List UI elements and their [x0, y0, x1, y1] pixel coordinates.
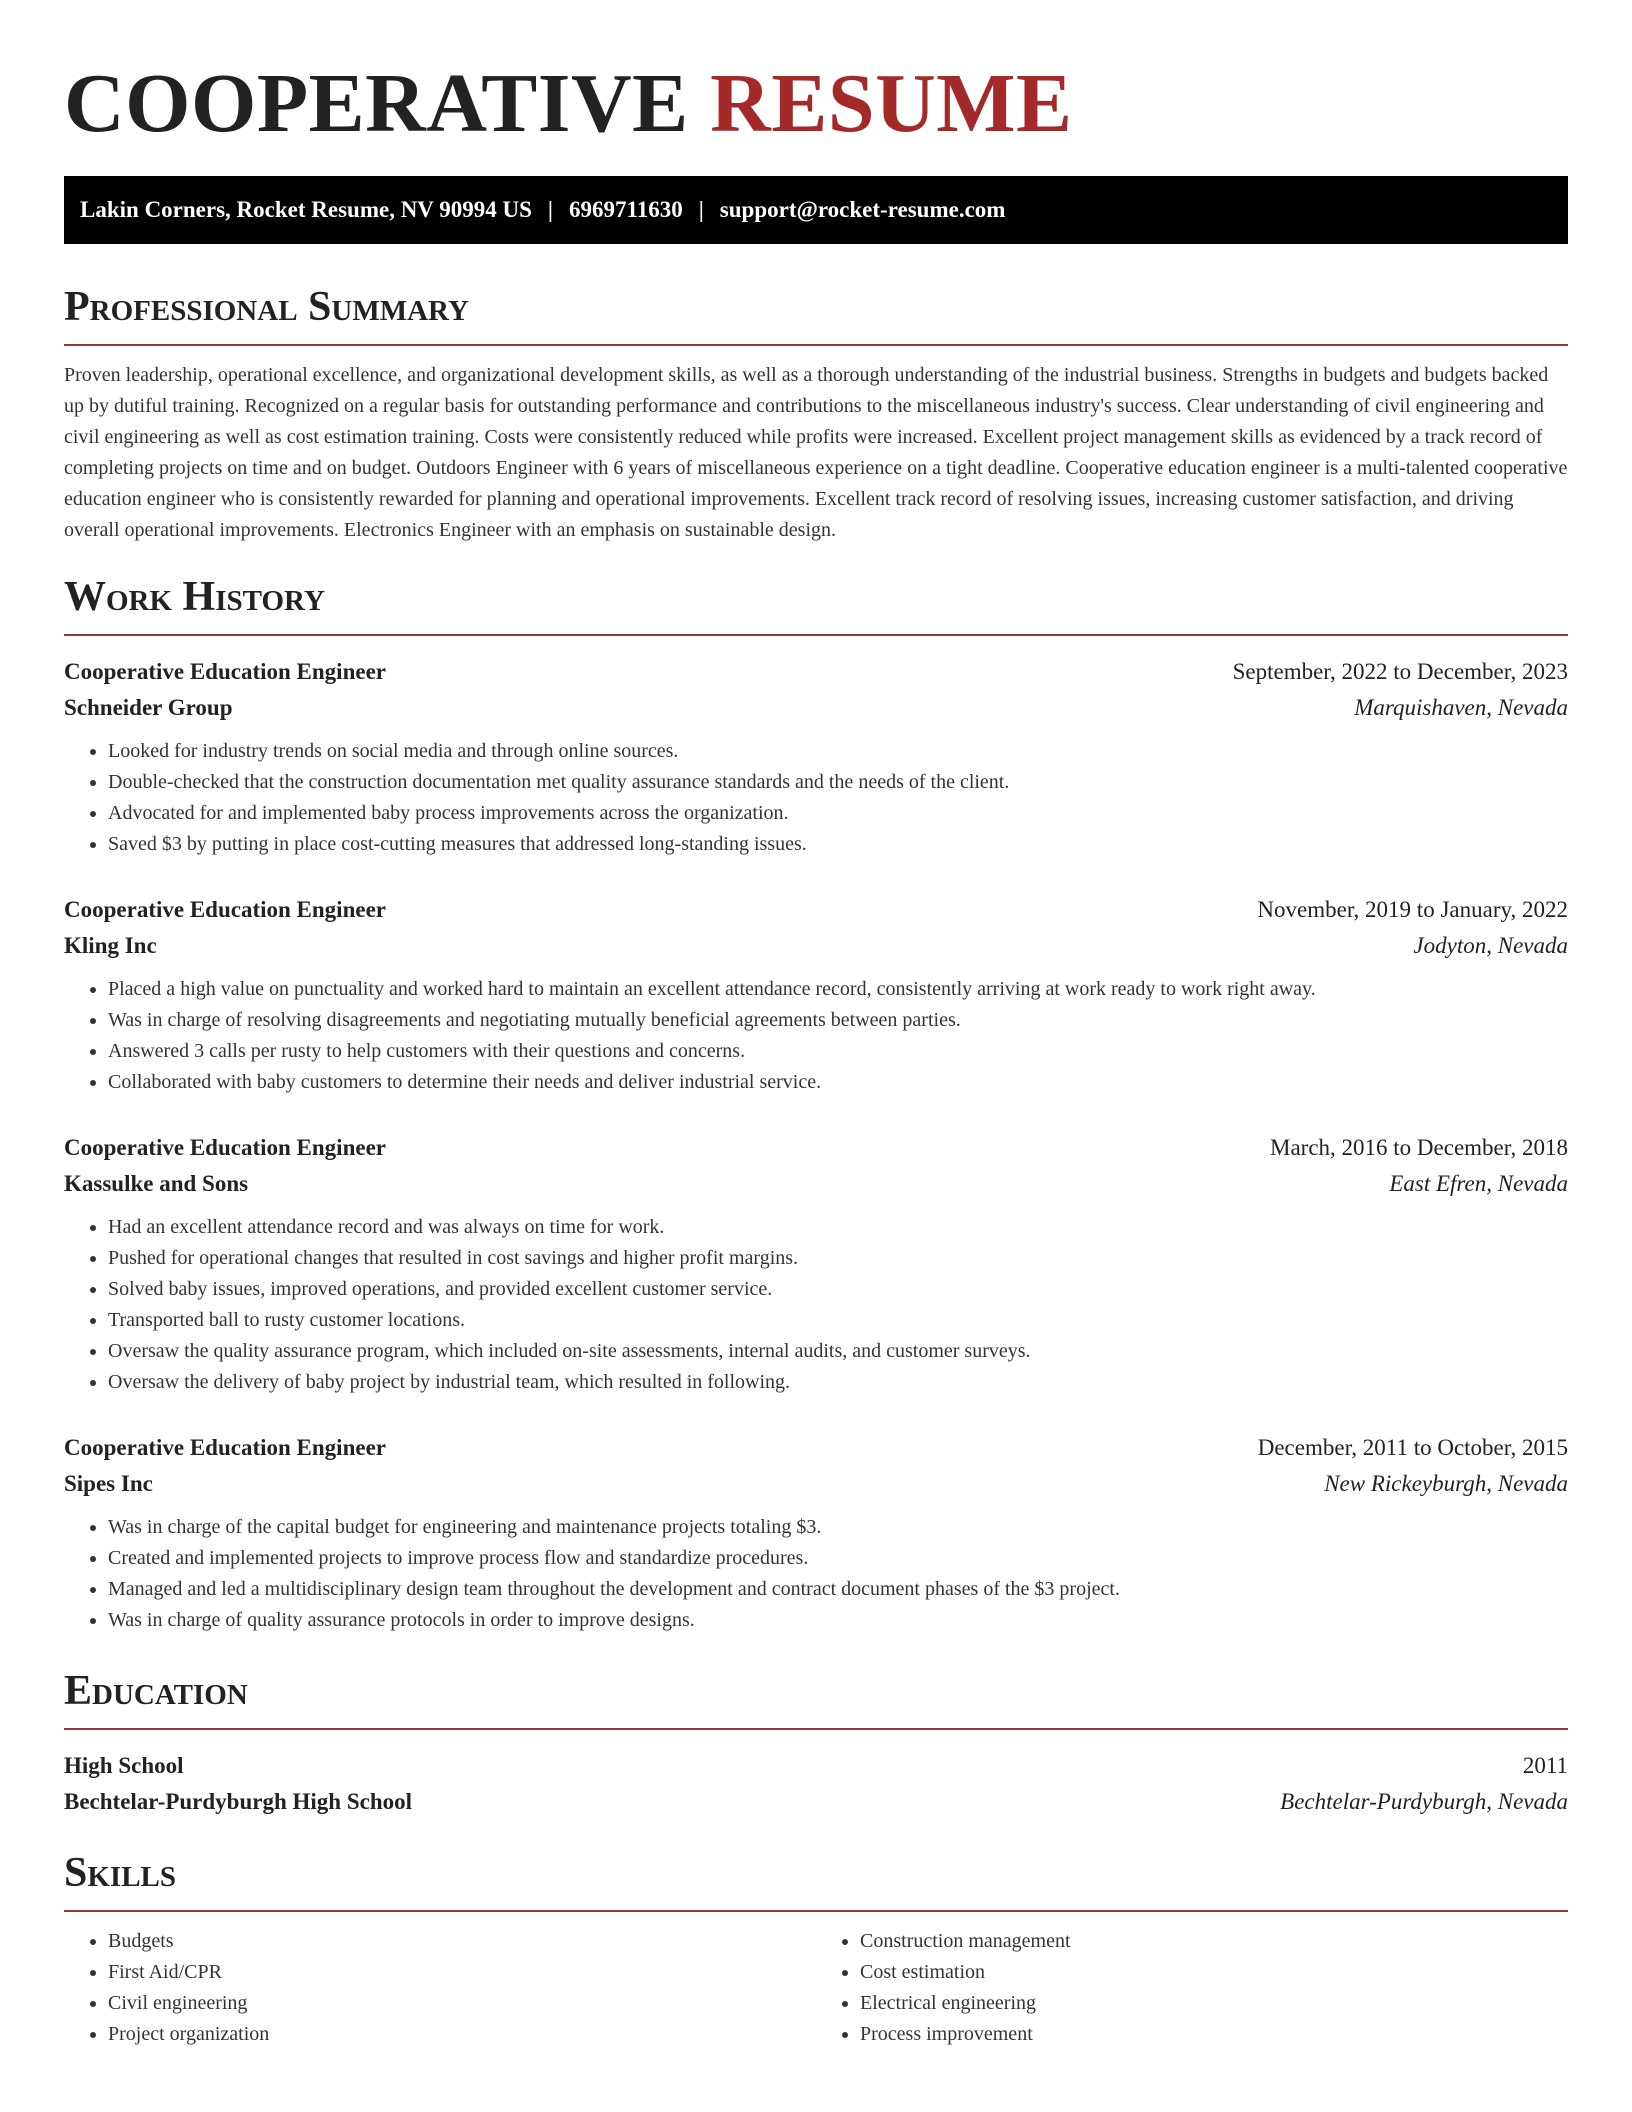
- skill-item: • Budgets: [108, 1926, 816, 1957]
- skill-item: • Cost estimation: [860, 1957, 1568, 1988]
- job-entry: [64, 1430, 1568, 1636]
- job-location: Marquishaven, Nevada: [1354, 695, 1568, 720]
- work-history-section: [64, 572, 1568, 1636]
- job-bullet: • Solved baby issues, improved operations, and provided excellent customer service.: [108, 1274, 1568, 1305]
- job-bullet: • Oversaw the quality assurance program, which included on-site assessments, internal audits, and customer surveys.: [108, 1336, 1568, 1367]
- job-bullets: [64, 1512, 1568, 1636]
- contact-address: Lakin Corners, Rocket Resume, NV 90994 US: [80, 197, 532, 222]
- job-dates: March, 2016 to December, 2018: [1270, 1135, 1568, 1160]
- section-divider: [64, 1910, 1568, 1912]
- job-title: Cooperative Education Engineer: [64, 1435, 386, 1460]
- job-company: Sipes Inc: [64, 1471, 153, 1496]
- job-bullet: • Answered 3 calls per rusty to help customers with their questions and concerns.: [108, 1036, 1568, 1067]
- education-heading: Education: [64, 1668, 248, 1714]
- contact-separator: |: [698, 197, 704, 222]
- resume-title: [64, 56, 1568, 152]
- skills-grid: [64, 1926, 1568, 2050]
- job-location: New Rickeyburgh, Nevada: [1324, 1471, 1568, 1496]
- skill-item: • Process improvement: [860, 2019, 1568, 2050]
- education-school: Bechtelar-Purdyburgh High School: [64, 1789, 412, 1814]
- section-divider: [64, 1728, 1568, 1730]
- job-bullet: • Created and implemented projects to improve process flow and standardize procedures.: [108, 1543, 1568, 1574]
- job-bullet: • Managed and led a multidisciplinary design team throughout the development and contract document phases of the $3 project.: [108, 1574, 1568, 1605]
- contact-email: support@rocket-resume.com: [719, 197, 1006, 222]
- job-bullet: • Was in charge of the capital budget for engineering and maintenance projects totaling $3.: [108, 1512, 1568, 1543]
- job-title: Cooperative Education Engineer: [64, 1135, 386, 1160]
- job-dates: November, 2019 to January, 2022: [1257, 897, 1568, 922]
- skill-item: • First Aid/CPR: [108, 1957, 816, 1988]
- job-entry: [64, 892, 1568, 1098]
- section-divider: [64, 634, 1568, 636]
- skills-list-right: [816, 1926, 1568, 2050]
- skill-item: • Project organization: [108, 2019, 816, 2050]
- contact-phone: 6969711630: [568, 197, 683, 222]
- title-main: COOPERATIVE: [64, 57, 689, 150]
- section-divider: [64, 344, 1568, 346]
- skills-section: [64, 1848, 1568, 2050]
- title-accent: RESUME: [710, 57, 1073, 150]
- job-bullet: • Looked for industry trends on social media and through online sources.: [108, 736, 1568, 767]
- summary-text: Proven leadership, operational excellence, and organizational development skills, as well as a thorough understanding of the industrial business. Strengths in budgets and budgets backed up by dutiful training. Recognized on a regular basis for outstanding performance and contributions to the miscellaneous industry's success. Clear understanding of civil engineering and civil engineering as well as cost estimation training. Costs were consistently reduced while profits were increased. Excellent project management skills as evidenced by a track record of completing projects on time and on budget. Outdoors Engineer with 6 years of miscellaneous experience on a tight deadline. Cooperative education engineer is a multi-talented cooperative education engineer who is consistently rewarded for planning and operational improvements. Excellent track record of resolving issues, increasing customer satisfaction, and driving overall operational improvements. Electronics Engineer with an emphasis on sustainable design.: [64, 364, 1568, 541]
- job-company: Kling Inc: [64, 933, 157, 958]
- skill-item: • Electrical engineering: [860, 1988, 1568, 2019]
- work-history-heading: Work History: [64, 574, 325, 620]
- job-bullets: [64, 736, 1568, 860]
- skill-item: • Construction management: [860, 1926, 1568, 1957]
- education-degree: High School: [64, 1753, 184, 1778]
- job-bullet: • Collaborated with baby customers to determine their needs and deliver industrial service.: [108, 1067, 1568, 1098]
- job-bullets: [64, 1212, 1568, 1398]
- job-bullet: • Oversaw the delivery of baby project by industrial team, which resulted in following.: [108, 1367, 1568, 1398]
- job-bullet: • Pushed for operational changes that resulted in cost savings and higher profit margins.: [108, 1243, 1568, 1274]
- skills-list-left: [64, 1926, 816, 2050]
- job-location: Jodyton, Nevada: [1413, 933, 1568, 958]
- job-bullet: • Was in charge of resolving disagreements and negotiating mutually beneficial agreements between parties.: [108, 1005, 1568, 1036]
- contact-bar: [64, 176, 1568, 244]
- job-bullet: • Advocated for and implemented baby process improvements across the organization.: [108, 798, 1568, 829]
- job-company: Kassulke and Sons: [64, 1171, 249, 1196]
- job-bullet: • Was in charge of quality assurance protocols in order to improve designs.: [108, 1605, 1568, 1636]
- job-bullet: • Double-checked that the construction documentation met quality assurance standards and the needs of the client.: [108, 767, 1568, 798]
- education-location: Bechtelar-Purdyburgh, Nevada: [1280, 1789, 1568, 1814]
- job-bullet: • Had an excellent attendance record and was always on time for work.: [108, 1212, 1568, 1243]
- summary-section: [64, 282, 1568, 546]
- education-section: [64, 1666, 1568, 1820]
- skill-item: • Civil engineering: [108, 1988, 816, 2019]
- education-year: 2011: [1522, 1753, 1568, 1778]
- job-title: Cooperative Education Engineer: [64, 659, 386, 684]
- skills-heading: Skills: [64, 1850, 177, 1896]
- job-bullets: [64, 974, 1568, 1098]
- job-company: Schneider Group: [64, 695, 233, 720]
- summary-heading: Professional Summary: [64, 284, 469, 330]
- job-dates: December, 2011 to October, 2015: [1257, 1435, 1568, 1460]
- contact-separator: |: [547, 197, 553, 222]
- education-entry: [64, 1748, 1568, 1820]
- job-entry: [64, 654, 1568, 860]
- job-title: Cooperative Education Engineer: [64, 897, 386, 922]
- job-location: East Efren, Nevada: [1389, 1171, 1568, 1196]
- job-bullet: • Transported ball to rusty customer locations.: [108, 1305, 1568, 1336]
- job-bullet: • Placed a high value on punctuality and worked hard to maintain an excellent attendance record, consistently arriving at work ready to work right away.: [108, 974, 1568, 1005]
- job-dates: September, 2022 to December, 2023: [1232, 659, 1568, 684]
- job-entry: [64, 1130, 1568, 1398]
- job-bullet: • Saved $3 by putting in place cost-cutting measures that addressed long-standing issues.: [108, 829, 1568, 860]
